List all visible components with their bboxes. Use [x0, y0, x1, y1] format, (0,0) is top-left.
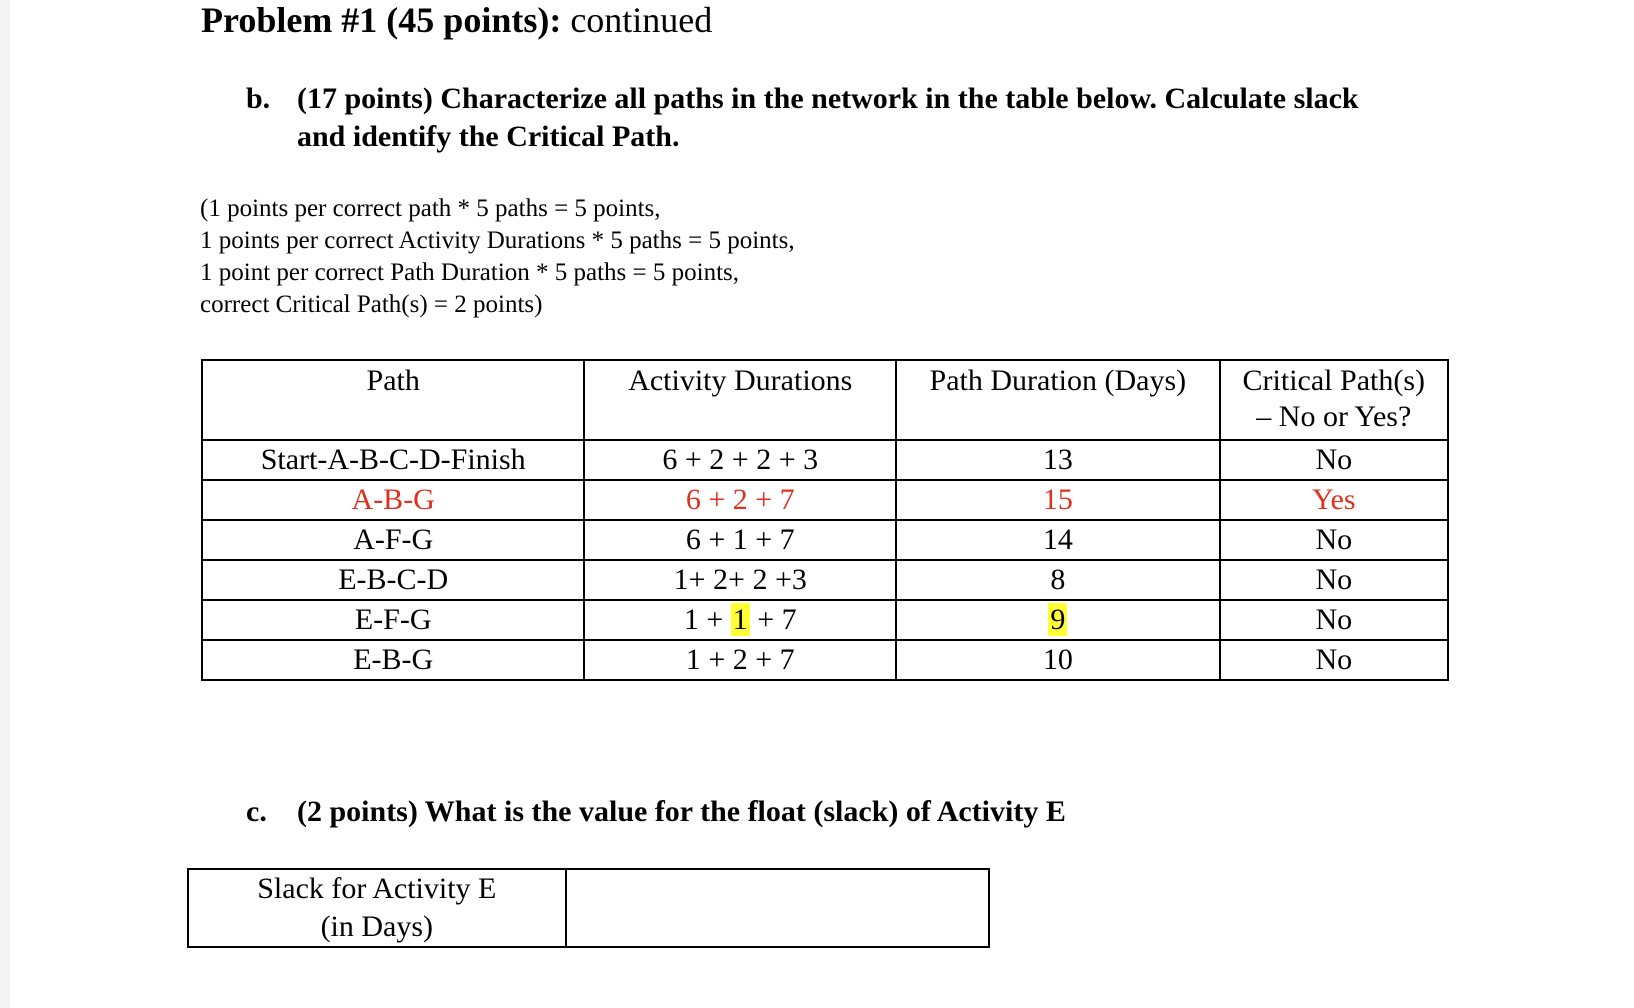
- header-critical-line2: – No or Yes?: [1256, 400, 1412, 433]
- rubric-line3: 1 point per correct Path Duration * 5 paths = 5 points,: [200, 259, 740, 286]
- header-path: Path: [202, 360, 584, 440]
- critical-cell: No: [1220, 640, 1448, 680]
- durations-cell: [584, 600, 896, 640]
- total-cell: 13: [896, 440, 1219, 480]
- durations-cell: 6 + 2 + 2 + 3: [584, 440, 896, 480]
- slack-answer-cell[interactable]: [566, 869, 989, 947]
- critical-cell: No: [1220, 560, 1448, 600]
- heading-bold: Problem #1 (45 points):: [201, 0, 562, 40]
- durations-post: + 7: [749, 603, 797, 636]
- path-cell: E-B-G: [202, 640, 584, 680]
- total-cell: [896, 600, 1219, 640]
- page-heading: [201, 0, 712, 40]
- total-cell: 10: [896, 640, 1219, 680]
- path-cell: E-B-C-D: [202, 560, 584, 600]
- table-row: [202, 440, 1448, 480]
- critical-cell: No: [1220, 440, 1448, 480]
- durations-pre: 1 +: [683, 603, 731, 636]
- critical-cell: Yes: [1220, 480, 1448, 520]
- rubric-line1: (1 points per correct path * 5 paths = 5 points,: [200, 195, 661, 222]
- question-c-letter: c.: [246, 795, 267, 828]
- durations-cell: 6 + 1 + 7: [584, 520, 896, 560]
- path-cell: E-F-G: [202, 600, 584, 640]
- heading-rest: continued: [561, 0, 713, 40]
- durations-cell: 6 + 2 + 7: [584, 480, 896, 520]
- rubric-line4: correct Critical Path(s) = 2 points): [200, 291, 543, 318]
- table-row: [202, 520, 1448, 560]
- question-b-text: [297, 80, 1359, 156]
- paths-table-header-row: [202, 360, 1448, 440]
- table-row: [202, 600, 1448, 640]
- slack-row: [188, 869, 989, 947]
- paths-table: [201, 359, 1449, 681]
- header-critical-line1: Critical Path(s): [1242, 364, 1426, 397]
- path-cell: A-B-G: [202, 480, 584, 520]
- rubric-line2: 1 points per correct Activity Durations * 5 paths = 5 points,: [200, 227, 795, 254]
- slack-table: [187, 868, 990, 948]
- table-row: [202, 560, 1448, 600]
- header-critical-path: [1220, 360, 1448, 440]
- table-row-critical: [202, 480, 1448, 520]
- highlighted-total: 9: [1050, 603, 1066, 636]
- durations-cell: 1+ 2+ 2 +3: [584, 560, 896, 600]
- question-b-letter: b.: [246, 82, 271, 115]
- question-b-line1: (17 points) Characterize all paths in the network in the table below. Calculate slack: [297, 82, 1359, 115]
- critical-cell: No: [1220, 600, 1448, 640]
- durations-cell: 1 + 2 + 7: [584, 640, 896, 680]
- slack-label-cell: [188, 869, 566, 947]
- total-cell: 15: [896, 480, 1219, 520]
- header-path-duration: Path Duration (Days): [896, 360, 1219, 440]
- question-c-text: (2 points) What is the value for the float (slack) of Activity E: [297, 795, 1066, 828]
- header-activity-durations: Activity Durations: [584, 360, 896, 440]
- path-cell: Start-A-B-C-D-Finish: [202, 440, 584, 480]
- critical-cell: No: [1220, 520, 1448, 560]
- slack-label-line1: Slack for Activity E: [257, 872, 497, 905]
- total-cell: 14: [896, 520, 1219, 560]
- path-cell: A-F-G: [202, 520, 584, 560]
- grading-rubric: [200, 193, 795, 321]
- slack-label-line2: (in Days): [320, 910, 434, 943]
- question-b-line2: and identify the Critical Path.: [297, 120, 680, 153]
- table-row: [202, 640, 1448, 680]
- highlighted-duration: 1: [732, 603, 748, 636]
- total-cell: 8: [896, 560, 1219, 600]
- page-gutter: [0, 0, 10, 1008]
